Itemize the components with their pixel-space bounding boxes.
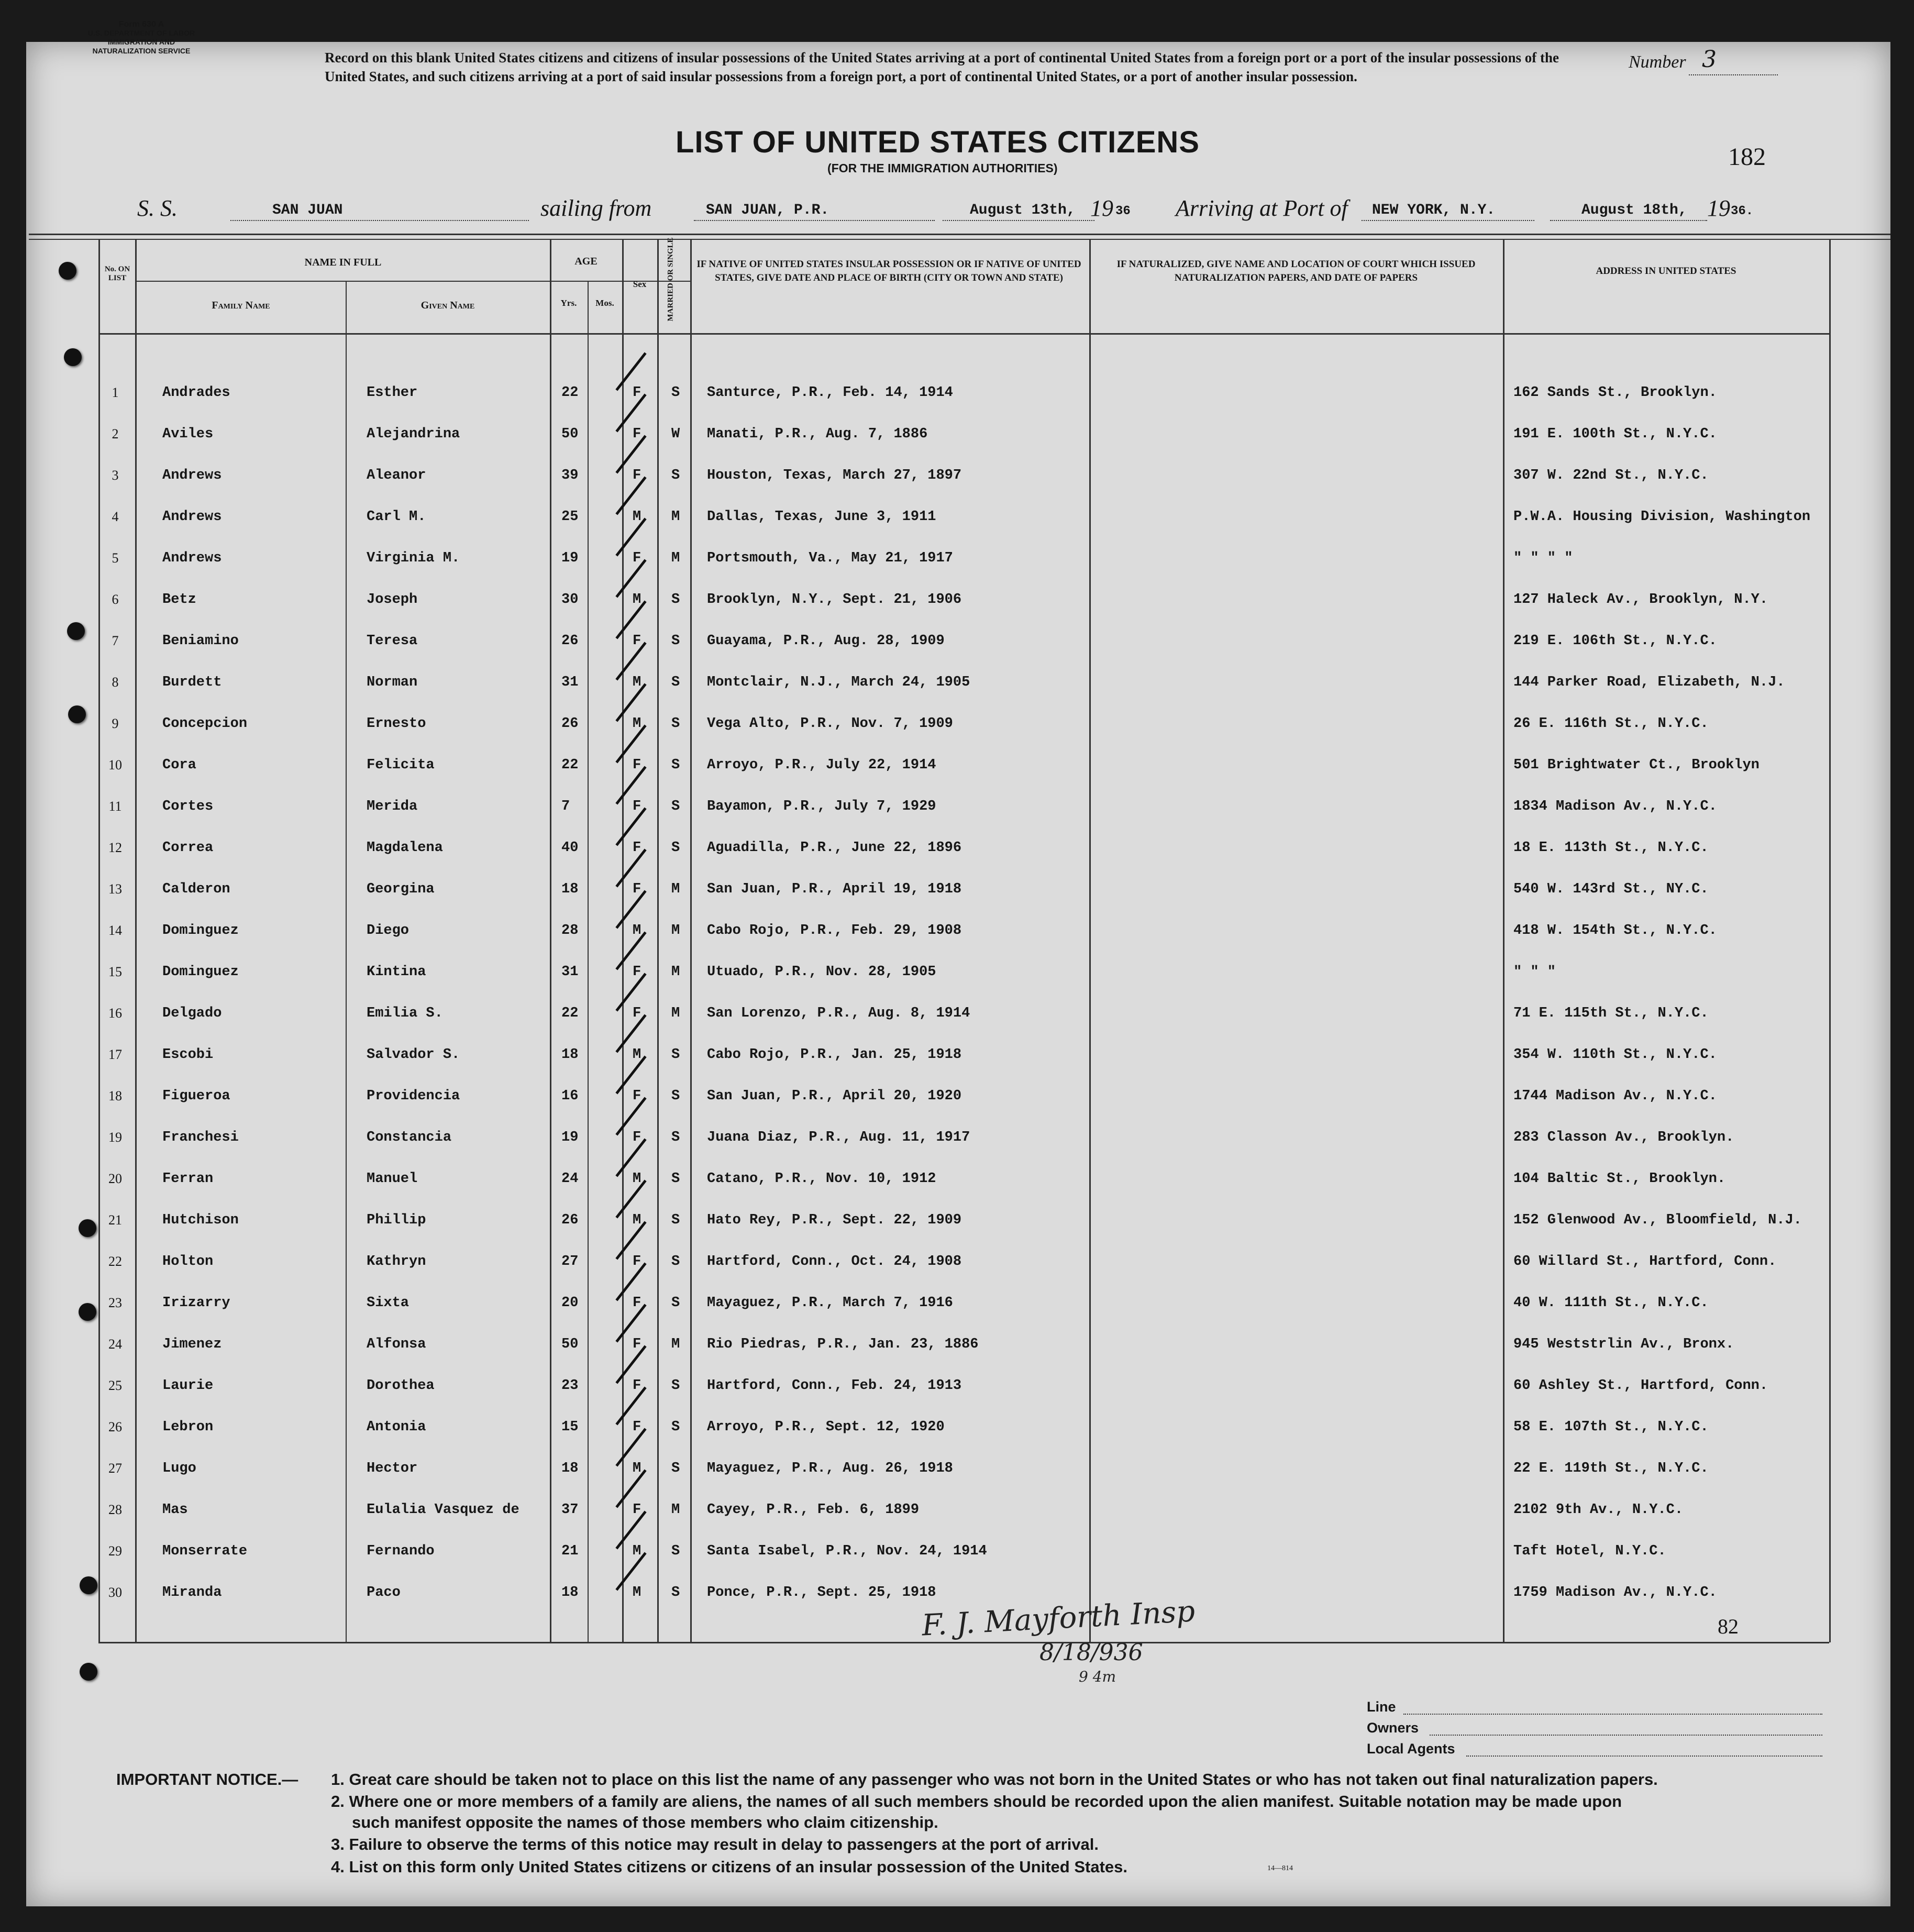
row-number: 2: [112, 426, 119, 441]
ss-label: S. S.: [137, 195, 178, 221]
sex: M: [633, 716, 641, 732]
marital-status: S: [671, 1171, 680, 1187]
age-years: 50: [561, 1337, 579, 1352]
given-name: Salvador S.: [367, 1047, 460, 1063]
family-name: Miranda: [162, 1585, 222, 1600]
sex: F: [633, 1378, 641, 1394]
age-years: 19: [561, 550, 579, 566]
marital-status: M: [671, 1006, 680, 1021]
birth-place-date: Guayama, P.R., Aug. 28, 1909: [707, 633, 945, 649]
sailing-year-suffix: 36: [1115, 204, 1131, 218]
sex: F: [633, 1130, 641, 1145]
us-address: 1834 Madison Av., N.Y.C.: [1513, 799, 1717, 814]
age-years: 20: [561, 1295, 579, 1311]
us-address: 152 Glenwood Av., Bloomfield, N.J.: [1513, 1212, 1802, 1228]
arriving-year-prefix: 19: [1707, 195, 1730, 221]
number-value: 3: [1702, 46, 1717, 73]
local-agents-label: Local Agents: [1367, 1741, 1455, 1757]
us-address: 127 Haleck Av., Brooklyn, N.Y.: [1513, 592, 1768, 608]
row-number: 13: [108, 881, 122, 897]
us-address: 1759 Madison Av., N.Y.C.: [1513, 1585, 1717, 1600]
marital-status: S: [671, 1088, 680, 1104]
header-age-mos: Mos.: [595, 298, 614, 308]
row-number: 26: [108, 1419, 122, 1434]
form-service-line-1: IMMIGRATION AND: [107, 38, 175, 46]
birth-place-date: Brooklyn, N.Y., Sept. 21, 1906: [707, 592, 962, 608]
sex: M: [633, 1543, 641, 1559]
marital-status: S: [671, 1461, 680, 1476]
age-years: 37: [561, 1502, 579, 1518]
marital-status: S: [671, 716, 680, 732]
given-name: Aleanor: [367, 468, 426, 483]
us-address: 2102 9th Av., N.Y.C.: [1513, 1502, 1684, 1518]
given-name: Diego: [367, 923, 410, 939]
notice-item-2: 2. Where one or more members of a family are aliens, the names of all such members should be recorded upon the alien manifest. Suitable notation may be made upon: [331, 1792, 1622, 1810]
birth-place-date: Cabo Rojo, P.R., Feb. 29, 1908: [707, 923, 962, 939]
family-name: Lebron: [162, 1419, 214, 1435]
age-years: 26: [561, 716, 579, 732]
ship-name: SAN JUAN: [272, 202, 343, 218]
us-address: 60 Ashley St., Hartford, Conn.: [1513, 1378, 1768, 1394]
us-address: 58 E. 107th St., N.Y.C.: [1513, 1419, 1709, 1435]
birth-place-date: San Juan, P.R., April 20, 1920: [707, 1088, 962, 1104]
row-number: 9: [112, 716, 119, 731]
sex: F: [633, 1295, 641, 1311]
punch-hole-icon: [80, 1576, 97, 1594]
punch-hole-icon: [68, 705, 86, 723]
given-name: Esther: [367, 385, 418, 401]
family-name: Hutchison: [162, 1212, 239, 1228]
family-name: Monserrate: [162, 1543, 248, 1559]
birth-place-date: Aguadilla, P.R., June 22, 1896: [707, 840, 962, 856]
age-years: 23: [561, 1378, 579, 1394]
family-name: Figueroa: [162, 1088, 230, 1104]
row-number: 3: [112, 468, 119, 483]
family-name: Burdett: [162, 675, 222, 690]
header-age: AGE: [574, 256, 598, 267]
birth-place-date: Santurce, P.R., Feb. 14, 1914: [707, 385, 953, 401]
birth-place-date: Bayamon, P.R., July 7, 1929: [707, 799, 936, 814]
sailing-from-port: SAN JUAN, P.R.: [706, 202, 829, 218]
family-name: Cora: [162, 757, 196, 773]
birth-place-date: Ponce, P.R., Sept. 25, 1918: [707, 1585, 936, 1600]
sex: F: [633, 840, 641, 856]
given-name: Manuel: [367, 1171, 418, 1187]
row-number: 28: [108, 1502, 122, 1517]
age-years: 18: [561, 1047, 579, 1063]
header-married-or-single: MARRIED OR SINGLE: [666, 237, 675, 322]
row-number: 27: [108, 1461, 122, 1476]
marital-status: S: [671, 1543, 680, 1559]
row-number: 25: [108, 1378, 122, 1393]
family-name: Lugo: [162, 1461, 196, 1476]
family-name: Ferran: [162, 1171, 214, 1187]
notice-item-1: 1. Great care should be taken not to place on this list the name of any passenger who was not born in the United States or who has not taken out final naturalization papers.: [331, 1770, 1658, 1789]
family-name: Escobi: [162, 1047, 214, 1063]
marital-status: W: [671, 426, 680, 442]
family-name: Correa: [162, 840, 214, 856]
header-sex: Sex: [633, 279, 647, 289]
row-number: 7: [112, 633, 119, 648]
notice-heading: IMPORTANT NOTICE.—: [116, 1770, 298, 1789]
age-years: 21: [561, 1543, 579, 1559]
given-name: Emilia S.: [367, 1006, 443, 1021]
birth-place-date: Dallas, Texas, June 3, 1911: [707, 509, 936, 525]
age-years: 22: [561, 757, 579, 773]
notice-item-4: 4. List on this form only United States citizens or citizens of an insular possession of the United States.: [331, 1858, 1127, 1876]
family-name: Concepcion: [162, 716, 248, 732]
sex: F: [633, 964, 641, 980]
us-address: 71 E. 115th St., N.Y.C.: [1513, 1006, 1709, 1021]
sex: M: [633, 1585, 641, 1600]
sex: F: [633, 799, 641, 814]
owners-label: Owners: [1367, 1720, 1419, 1736]
header-address: ADDRESS IN UNITED STATES: [1596, 266, 1736, 277]
age-years: 31: [561, 964, 579, 980]
us-address: 40 W. 111th St., N.Y.C.: [1513, 1295, 1709, 1311]
marital-status: S: [671, 1130, 680, 1145]
row-number: 29: [108, 1543, 122, 1559]
family-name: Andrews: [162, 468, 222, 483]
us-address: 354 W. 110th St., N.Y.C.: [1513, 1047, 1717, 1063]
sex: M: [633, 923, 641, 939]
marital-status: S: [671, 840, 680, 856]
us-address: 60 Willard St., Hartford, Conn.: [1513, 1254, 1777, 1269]
header-name-in-full: NAME IN FULL: [304, 257, 382, 268]
sex: F: [633, 881, 641, 897]
family-name: Irizarry: [162, 1295, 230, 1311]
sex: F: [633, 468, 641, 483]
header-age-yrs: Yrs.: [560, 298, 577, 308]
birth-place-date: Utuado, P.R., Nov. 28, 1905: [707, 964, 936, 980]
marital-status: S: [671, 633, 680, 649]
marital-status: S: [671, 1254, 680, 1269]
family-name: Dominguez: [162, 923, 239, 939]
row-number: 6: [112, 592, 119, 607]
age-years: 50: [561, 426, 579, 442]
family-name: Holton: [162, 1254, 214, 1269]
given-name: Alejandrina: [367, 426, 460, 442]
age-years: 18: [561, 881, 579, 897]
row-number: 5: [112, 550, 119, 566]
given-name: Providencia: [367, 1088, 460, 1104]
form-service-line-2: NATURALIZATION SERVICE: [92, 47, 191, 55]
birth-place-date: Portsmouth, Va., May 21, 1917: [707, 550, 953, 566]
birth-place-date: Mayaguez, P.R., Aug. 26, 1918: [707, 1461, 953, 1476]
us-address: " " ": [1513, 964, 1556, 980]
us-address: " " " ": [1513, 550, 1573, 566]
sex: M: [633, 1212, 641, 1228]
line-label: Line: [1367, 1699, 1396, 1715]
birth-place-date: Hartford, Conn., Feb. 24, 1913: [707, 1378, 962, 1394]
us-address: 501 Brightwater Ct., Brooklyn: [1513, 757, 1760, 773]
us-address: 144 Parker Road, Elizabeth, N.J.: [1513, 675, 1785, 690]
given-name: Dorothea: [367, 1378, 435, 1394]
given-name: Paco: [367, 1585, 401, 1600]
us-address: P.W.A. Housing Division, Washington: [1513, 509, 1811, 525]
family-name: Aviles: [162, 426, 214, 442]
sailing-date: August 13th,: [970, 202, 1076, 218]
marital-status: S: [671, 799, 680, 814]
age-years: 22: [561, 385, 579, 401]
sex: F: [633, 1502, 641, 1518]
row-number: 22: [108, 1254, 122, 1269]
marital-status: S: [671, 468, 680, 483]
form-preamble: Record on this blank United States citizens and citizens of insular possessions of the United States arriving at a port of continental United States from a foreign port or a port of the insular possessions of the United States, and such citizens arriving at a port of said insular possessions from a foreign port, a port of continental United States, or a port of another insular possession.: [325, 50, 1559, 84]
age-years: 31: [561, 675, 579, 690]
sex: F: [633, 1419, 641, 1435]
family-name: Calderon: [162, 881, 230, 897]
marital-status: S: [671, 1047, 680, 1063]
us-address: 945 Weststrlin Av., Bronx.: [1513, 1337, 1734, 1352]
birth-place-date: Cayey, P.R., Feb. 6, 1899: [707, 1502, 920, 1518]
us-address: 162 Sands St., Brooklyn.: [1513, 385, 1717, 401]
marital-status: M: [671, 509, 680, 525]
row-number: 19: [108, 1130, 122, 1145]
marital-status: M: [671, 550, 680, 566]
marital-status: S: [671, 675, 680, 690]
us-address: 26 E. 116th St., N.Y.C.: [1513, 716, 1709, 732]
form-department-line: U.S. DEPARTMENT OF LABOR: [87, 29, 195, 37]
age-years: 28: [561, 923, 579, 939]
sex: F: [633, 633, 641, 649]
row-number: 4: [112, 509, 119, 524]
birth-place-date: Hartford, Conn., Oct. 24, 1908: [707, 1254, 962, 1269]
family-name: Cortes: [162, 799, 214, 814]
header-given-name: Given Name: [421, 300, 475, 311]
given-name: Norman: [367, 675, 418, 690]
birth-place-date: Rio Piedras, P.R., Jan. 23, 1886: [707, 1337, 979, 1352]
sheet-number: 182: [1728, 143, 1766, 171]
birth-place-date: Manati, P.R., Aug. 7, 1886: [707, 426, 928, 442]
family-name: Jimenez: [162, 1337, 222, 1352]
given-name: Virginia M.: [367, 550, 460, 566]
us-address: 18 E. 113th St., N.Y.C.: [1513, 840, 1709, 856]
sailing-from-label: sailing from: [540, 195, 652, 221]
page-total: 82: [1718, 1615, 1739, 1638]
age-years: 30: [561, 592, 579, 608]
given-name: Eulalia Vasquez de: [367, 1502, 519, 1518]
form-number-block: [63, 20, 220, 56]
birth-place-date: Montclair, N.J., March 24, 1905: [707, 675, 970, 690]
row-number: 24: [108, 1337, 122, 1352]
sex: M: [633, 592, 641, 608]
birth-place-date: Hato Rey, P.R., Sept. 22, 1909: [707, 1212, 962, 1228]
given-name: Sixta: [367, 1295, 410, 1311]
punch-hole-icon: [64, 348, 82, 366]
sex: F: [633, 1088, 641, 1104]
header-no-on-list: No. ON LIST: [104, 265, 130, 282]
us-address: 418 W. 154th St., N.Y.C.: [1513, 923, 1717, 939]
family-name: Betz: [162, 592, 196, 608]
given-name: Phillip: [367, 1212, 426, 1228]
marital-status: S: [671, 385, 680, 401]
sex: M: [633, 1461, 641, 1476]
us-address: 283 Classon Av., Brooklyn.: [1513, 1130, 1734, 1145]
age-years: 16: [561, 1088, 579, 1104]
birth-place-date: Mayaguez, P.R., March 7, 1916: [707, 1295, 953, 1311]
row-number: 23: [108, 1295, 122, 1310]
notice-item-2-cont: such manifest opposite the names of those members who claim citizenship.: [352, 1813, 938, 1831]
given-name: Magdalena: [367, 840, 443, 856]
given-name: Felicita: [367, 757, 435, 773]
header-family-name: Family Name: [212, 300, 270, 311]
given-name: Alfonsa: [367, 1337, 426, 1352]
us-address: 219 E. 106th St., N.Y.C.: [1513, 633, 1717, 649]
family-name: Dominguez: [162, 964, 239, 980]
age-years: 19: [561, 1130, 579, 1145]
row-number: 15: [108, 964, 122, 979]
page-subtitle: (FOR THE IMMIGRATION AUTHORITIES): [827, 161, 1058, 175]
family-name: Beniamino: [162, 633, 239, 649]
age-years: 18: [561, 1461, 579, 1476]
inspector-signature: F. J. Mayforth Insp: [921, 1594, 1196, 1643]
arriving-date: August 18th,: [1581, 202, 1687, 218]
sex: M: [633, 675, 641, 690]
punch-hole-icon: [80, 1663, 97, 1681]
signature-date: 8/18/936: [1039, 1639, 1143, 1666]
sex: M: [633, 1047, 641, 1063]
age-years: 39: [561, 468, 579, 483]
sex: F: [633, 1254, 641, 1269]
age-years: 26: [561, 1212, 579, 1228]
us-address: Taft Hotel, N.Y.C.: [1513, 1543, 1666, 1559]
given-name: Kintina: [367, 964, 426, 980]
given-name: Antonia: [367, 1419, 426, 1435]
us-address: 307 W. 22nd St., N.Y.C.: [1513, 468, 1709, 483]
marital-status: M: [671, 964, 680, 980]
birth-place-date: Santa Isabel, P.R., Nov. 24, 1914: [707, 1543, 987, 1559]
header-birth: IF NATIVE OF UNITED STATES INSULAR POSSESSION OR IF NATIVE OF UNITED STATES, GIVE DATE AND PLACE OF BIRTH (CITY OR TOWN AND STATE): [696, 259, 1081, 283]
notice-item-3: 3. Failure to observe the terms of this notice may result in delay to passengers at the port of arrival.: [331, 1835, 1099, 1853]
us-address: 1744 Madison Av., N.Y.C.: [1513, 1088, 1717, 1104]
age-years: 27: [561, 1254, 579, 1269]
number-label: Number: [1629, 52, 1686, 72]
sex: M: [633, 509, 641, 525]
row-number: 18: [108, 1088, 122, 1103]
marital-status: M: [671, 1502, 680, 1518]
row-number: 17: [108, 1047, 122, 1062]
sex: F: [633, 1006, 641, 1021]
punch-hole-icon: [67, 622, 85, 640]
age-years: 26: [561, 633, 579, 649]
given-name: Kathryn: [367, 1254, 426, 1269]
marital-status: M: [671, 881, 680, 897]
given-name: Constancia: [367, 1130, 452, 1145]
marital-status: S: [671, 1378, 680, 1394]
row-number: 10: [108, 757, 122, 772]
family-name: Mas: [162, 1502, 188, 1518]
marital-status: S: [671, 1295, 680, 1311]
arriving-year-suffix: 36.: [1731, 204, 1754, 218]
sex: F: [633, 1337, 641, 1352]
birth-place-date: San Lorenzo, P.R., Aug. 8, 1914: [707, 1006, 970, 1021]
marital-status: M: [671, 923, 680, 939]
header-naturalized: IF NATURALIZED, GIVE NAME AND LOCATION OF COURT WHICH ISSUED NATURALIZATION PAPERS, AND DATE OF PAPERS: [1116, 259, 1476, 283]
birth-place-date: Houston, Texas, March 27, 1897: [707, 468, 962, 483]
row-number: 30: [108, 1585, 122, 1600]
given-name: Georgina: [367, 881, 435, 897]
us-address: 191 E. 100th St., N.Y.C.: [1513, 426, 1717, 442]
birth-place-date: Vega Alto, P.R., Nov. 7, 1909: [707, 716, 953, 732]
family-name: Andrews: [162, 509, 222, 525]
arriving-label: Arriving at Port of: [1176, 195, 1348, 221]
sex: F: [633, 385, 641, 401]
family-name: Delgado: [162, 1006, 222, 1021]
marital-status: S: [671, 1212, 680, 1228]
marital-status: M: [671, 1337, 680, 1352]
age-years: 15: [561, 1419, 579, 1435]
given-name: Merida: [367, 799, 418, 814]
marital-status: S: [671, 757, 680, 773]
row-number: 1: [112, 385, 119, 400]
birth-place-date: Catano, P.R., Nov. 10, 1912: [707, 1171, 936, 1187]
birth-place-date: San Juan, P.R., April 19, 1918: [707, 881, 962, 897]
row-number: 14: [108, 923, 122, 938]
us-address: 104 Baltic St., Brooklyn.: [1513, 1171, 1726, 1187]
age-years: 22: [561, 1006, 579, 1021]
sex: F: [633, 426, 641, 442]
birth-place-date: Arroyo, P.R., July 22, 1914: [707, 757, 936, 773]
signature-time: 9 4m: [1079, 1668, 1116, 1685]
row-number: 16: [108, 1006, 122, 1021]
row-number: 11: [108, 799, 122, 814]
family-name: Andrews: [162, 550, 222, 566]
given-name: Fernando: [367, 1543, 435, 1559]
marital-status: S: [671, 1419, 680, 1435]
age-years: 7: [561, 799, 570, 814]
family-name: Andrades: [162, 385, 230, 401]
birth-place-date: Arroyo, P.R., Sept. 12, 1920: [707, 1419, 945, 1435]
marital-status: S: [671, 592, 680, 608]
sex: F: [633, 550, 641, 566]
age-years: 25: [561, 509, 579, 525]
family-name: Franchesi: [162, 1130, 239, 1145]
punch-hole-icon: [79, 1219, 96, 1237]
sex: M: [633, 1171, 641, 1187]
page-title: LIST OF UNITED STATES CITIZENS: [676, 125, 1200, 159]
row-number: 8: [112, 675, 119, 690]
family-name: Laurie: [162, 1378, 214, 1394]
given-name: Ernesto: [367, 716, 426, 732]
row-number: 12: [108, 840, 122, 855]
row-number: 21: [108, 1212, 122, 1228]
sailing-year-prefix: 19: [1090, 195, 1113, 221]
age-years: 24: [561, 1171, 579, 1187]
given-name: Joseph: [367, 592, 418, 608]
us-address: 540 W. 143rd St., NY.C.: [1513, 881, 1709, 897]
punch-hole-icon: [79, 1303, 96, 1321]
punch-hole-icon: [59, 262, 76, 280]
row-number: 20: [108, 1171, 122, 1186]
sex: F: [633, 757, 641, 773]
birth-place-date: Cabo Rojo, P.R., Jan. 25, 1918: [707, 1047, 962, 1063]
given-name: Teresa: [367, 633, 418, 649]
given-name: Carl M.: [367, 509, 426, 525]
marital-status: S: [671, 1585, 680, 1600]
arriving-port: NEW YORK, N.Y.: [1372, 202, 1496, 218]
birth-place-date: Juana Diaz, P.R., Aug. 11, 1917: [707, 1130, 970, 1145]
age-years: 18: [561, 1585, 579, 1600]
us-address: 22 E. 119th St., N.Y.C.: [1513, 1461, 1709, 1476]
print-code: 14—814: [1267, 1864, 1293, 1872]
form-number-line: Form 630 A: [118, 20, 164, 29]
given-name: Hector: [367, 1461, 418, 1476]
age-years: 40: [561, 840, 579, 856]
